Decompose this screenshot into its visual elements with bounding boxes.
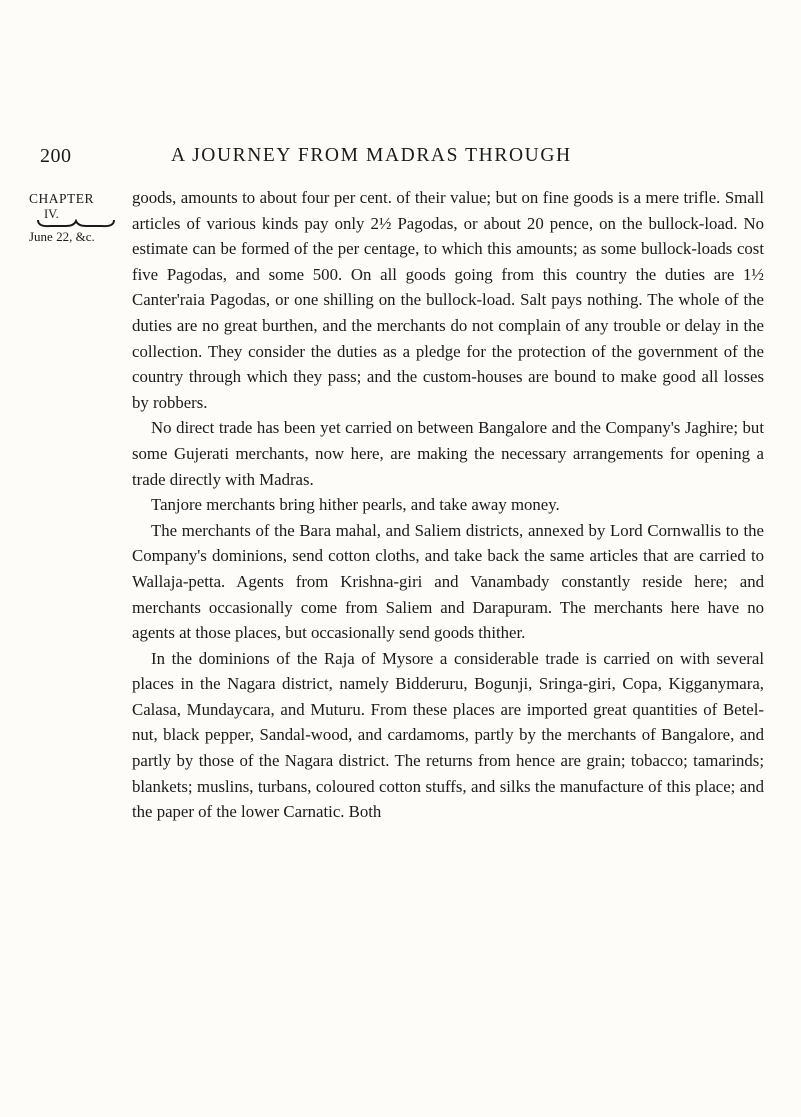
margin-note [29,191,129,245]
page-header [30,145,770,173]
paragraph: Tanjore merchants bring hither pearls, and take away money. [151,495,560,515]
paragraph: goods, amounts to about four per cent. of their value; but on fine goods is a mere trifle. Small articles of various kinds pay only 2½ Pagodas, or about 20 pence, on the bullock-load. No estimate can be formed of the per centage, to which this amounts; as some bullock-loads cost five Pagodas, and some 500. On all goods going from this country the duties are 1½ Canter'raia Pagodas, or one shilling on the bullock-load. Salt pays nothing. The whole of the duties are no great burthen, and the merchants do not complain of any trouble or delay in the collection. They consider the duties as a pledge for the protection of the government of the country through which they pass; and the custom-houses are bound to make good all losses by robbers. [132,188,764,412]
paragraph: No direct trade has been yet carried on between Bangalore and the Company's Jaghire; but some Gujerati merchants, now here, are making the necessary arrangements for opening a trade directly with Madras. [132,418,764,489]
paragraph: In the dominions of the Raja of Mysore a considerable trade is carried on with several places in the Nagara district, namely Bidderuru, Bogunji, Sringa-giri, Copa, Kigganymara, Calasa, Mundaycara, and Muturu. From these places are imported great quantities of Betel-nut, black pepper, Sandal-wood, and cardamoms, partly by the merchants of Bangalore, and partly by those of the Nagara district. The returns from hence are grain; tobacco; tamarinds; blankets; muslins, turbans, coloured cotton stuffs, and silks the manufacture of this place; and the paper of the lower Carnatic. Both [132,648,764,822]
date-note: June 22, &c. [29,228,95,244]
chapter-number: IV. [44,206,59,221]
paragraph: The merchants of the Bara mahal, and Saliem districts, annexed by Lord Cornwallis to the Company's dominions, send cotton cloths, and take back the same articles that are carried to Wallaja-petta. Agents from Krishna-giri and Vanambady constantly reside here; and merchants occasionally come from Saliem and Darapuram. The merchants here have no agents at those places, but occasionally send goods thither. [132,520,764,643]
running-title: A JOURNEY FROM MADRAS THROUGH [171,145,572,166]
page-number: 200 [40,145,72,167]
chapter-label: CHAPTER [29,191,95,206]
body-text [132,185,764,825]
